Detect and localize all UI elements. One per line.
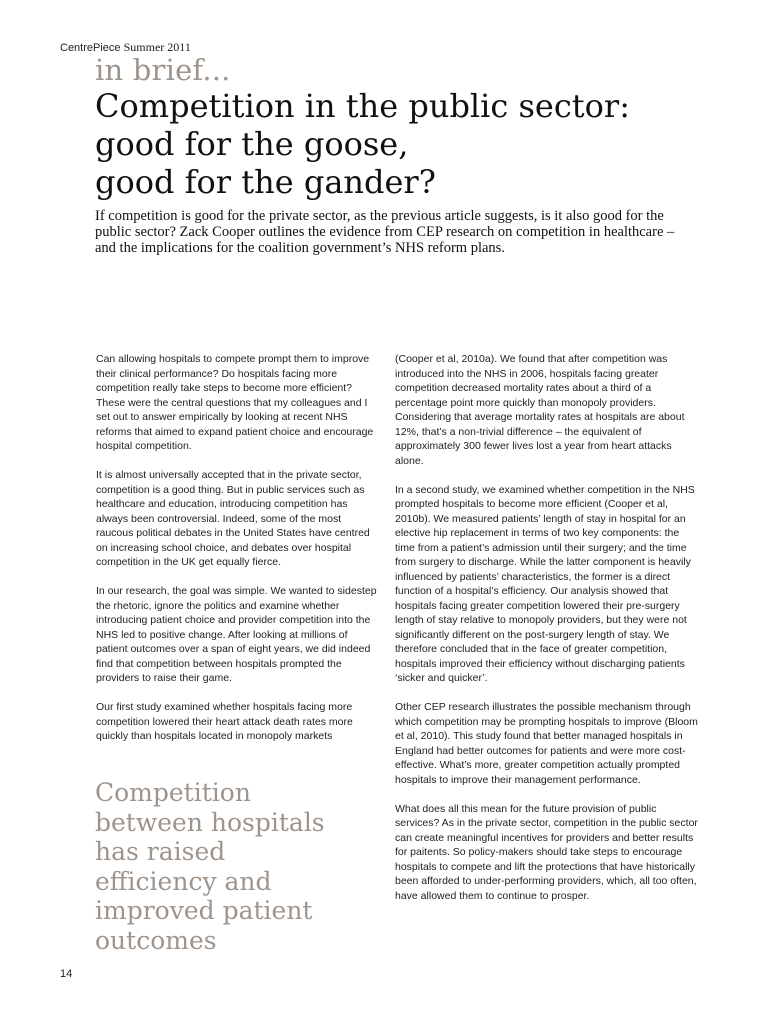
body-paragraph: Our first study examined whether hospitals facing more competition lowered their heart attack death rates more quickly than hospitals located in monopoly markets [96,701,353,742]
body-paragraph: Can allowing hospitals to compete prompt them to improve their clinical performance? Do hospitals facing more competition really take steps to become more efficient? These were the central questions that my colleagues and I set out to answer empirically by looking at recent NHS reforms that aimed to expand patient choice and encourage hospital competition. [96,353,374,452]
pull-quote-line: has raised [95,837,226,866]
headline-line-1: Competition in the public sector: [95,87,630,125]
pull-quote-line: outcomes [95,925,217,955]
body-paragraph: It is almost universally accepted that in the private sector, competition is a good thing. But in public services such as healthcare and education, introducing competition has always been controversial. Indeed, some of the most raucous political debates in the United States have centred on increasing school choice, and debates over hospital competition in the UK get equally fierce. [96,469,370,568]
body-paragraph: What does all this mean for the future provision of public services? As in the private sector, competition in the public sector can create meaningful incentives for providers and better results for paitents. So policy-makers should take steps to encourage hospitals to compete and lift the protections that have historically been afforded to under-performing providers, which, all too often, have allowed them to continue to prosper. [395,802,698,902]
section-kicker: in brief... [95,53,231,87]
headline-line-3: good for the gander? [95,163,436,201]
pull-quote-line: Competition [95,778,251,807]
pull-quote-line: efficiency and [95,866,272,896]
publication-name: CentrePiece [60,42,121,54]
headline-line-2: good for the goose, [95,125,409,163]
pull-quote-line: between hospitals [95,807,325,837]
pull-quote-line: improved patient [95,896,313,925]
body-column-right [395,352,700,918]
page-number: 14 [60,968,73,980]
body-column-left [96,352,378,758]
pull-quote [95,778,385,955]
body-paragraph: In a second study, we examined whether competition in the NHS prompted hospitals to become more efficient (Cooper et al, 2010b). We measured patients’ length of stay in hospital for an elective hip replacement in terms of two key components: the time from a patient’s admission until their surgery; and the time from surgery to discharge. While the latter component is heavily influenced by patients’ characteristics, the former is a direct function of a hospital’s efficiency. Our analysis showed that hospitals facing greater competition lowered their pre-surgery length of stay relative to monopoly providers, but they were not significantly different on the post-surgery length of stay. We therefore concluded that in the face of greater competition, hospitals improved their efficiency without discharging patients ‘sicker and quicker’. [395,483,695,684]
article-standfirst: If competition is good for the private sector, as the previous article suggests, is it also good for the public sector? Zack Cooper outlines the evidence from CEP research on competition in healthcare – and the implications for the coalition government’s NHS reform plans. [95,208,675,256]
article-headline [95,87,735,201]
body-paragraph: Other CEP research illustrates the possible mechanism through which competition may be prompting hospitals to improve (Bloom et al, 2010). This study found that better managed hospitals in England had better outcomes for patients and were more cost-effective. What’s more, greater competition actually prompted hospitals to improve their management performance. [395,701,698,786]
issue-label: Summer 2011 [123,40,191,54]
body-paragraph: (Cooper et al, 2010a). We found that after competition was introduced into the NHS in 2006, hospitals facing greater competition decreased mortality rates about a third of a percentage point more quickly than monopoly providers. Considering that average mortality rates at hospitals are about 12%, that’s a non-trivial difference – the equivalent of approximately 300 fewer lives lost a year from heart attacks alone. [395,353,685,467]
body-paragraph: In our research, the goal was simple. We wanted to sidestep the rhetoric, ignore the politics and examine whether introducing patient choice and provider competition into the NHS led to positive change. After looking at millions of patient outcomes over a span of eight years, we did indeed find that competition between hospitals prompted the providers to raise their game. [96,585,377,684]
